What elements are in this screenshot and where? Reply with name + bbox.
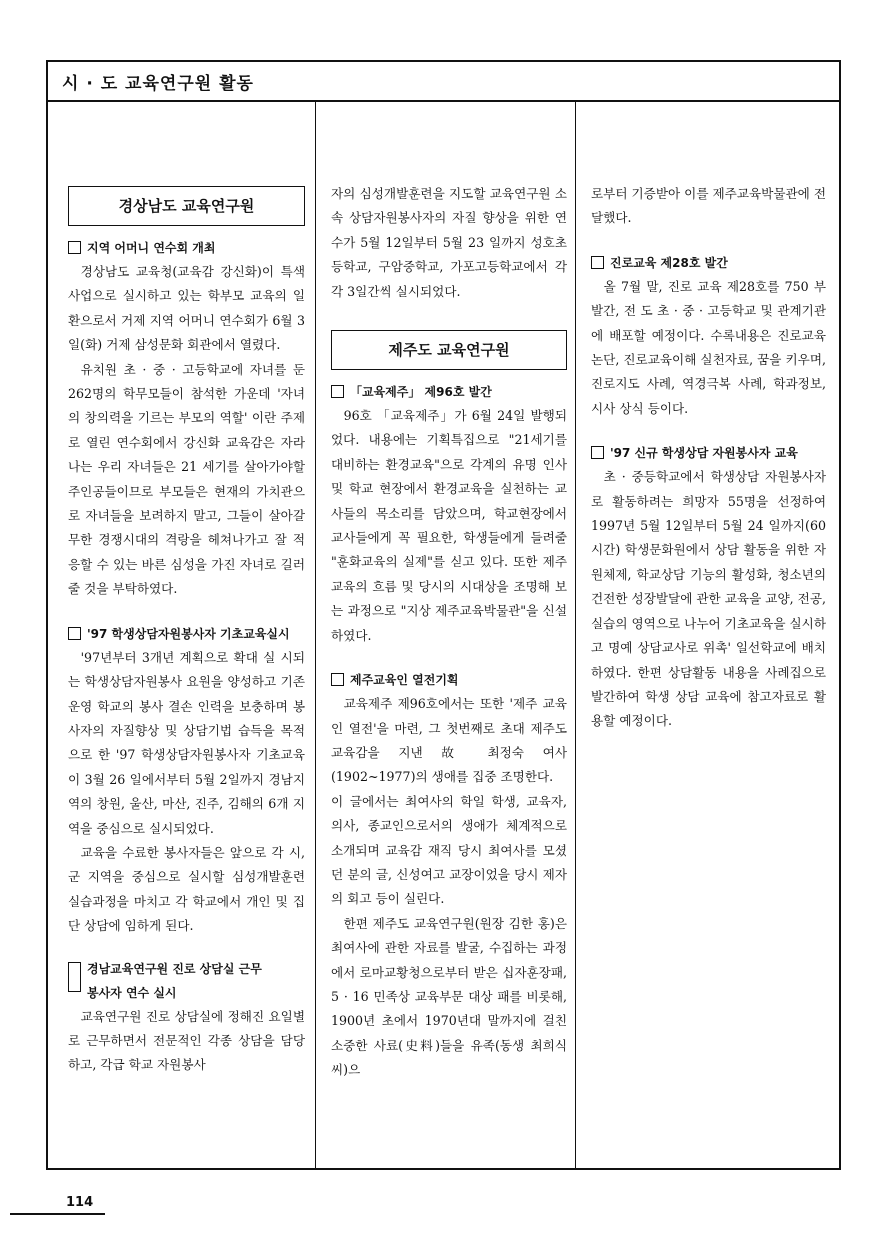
article-heading	[331, 380, 567, 404]
page-frame	[46, 60, 841, 1170]
article-heading-text: 지역 어머니 연수회 개최	[87, 241, 216, 255]
checkbox-icon	[591, 446, 604, 459]
article-paragraph: 초 · 중등학교에서 학생상담 자원봉사자로 활동하려는 희망자 55명을 선정하여 1997년 5월 12일부터 5월 24 일까지(60시간) 학생문화원에서 상담 활동을 위한 자원체제, 학교상담 기능의 활성화, 청소년의 건전한 성장발달에 관한 교육을 교양, 전공, 실습의 영역으로 나누어 기초교육을 실시하고 명예 상담교사로 위촉' 일선학교에 배치하였다. 한편 상담활동 내용을 사례집으로 발간하여 학생 상담 교육에 참고자료로 활용할 예정이다.	[591, 469, 826, 729]
page-number: 114	[66, 1195, 94, 1210]
article-heading	[591, 251, 826, 275]
article-heading-text: 진로교육 제28호 발간	[610, 255, 728, 270]
article-paragraph: 유치원 초 · 중 · 고등학교에 자녀를 둔 262명의 학무모들이 참석한 가운데 '자녀의 창의력을 기르는 부모의 역할' 이란 주제로 열린 연수회에서 강신화 교육감은 자라나는 우리 자녀들은 21 세기를 살아가야할 주인공들이므로 부모들은 현재의 가치관으로 자녀들을 보려하지 말고, 그들이 살아갈 무한 경쟁시대의 격랑을 헤쳐나가고 잘 적 응할 수 있는 바른 심성을 가진 자녀로 길러줄 것을 부탁하였다.	[68, 361, 305, 597]
article-paragraph: '97년부터 3개년 계획으로 확대 실 시되는 학생상담자원봉사 요원을 양성하고 기존 운영 학교의 봉사 결손 인력을 보충하며 봉사자의 자질향상 및 상담기법 습득을 목적으로 한 '97 학생상담자원봉사자 기초교육이 3월 26 일에서부터 5월 2일까지 경남지역의 창원, 울산, 마산, 진주, 김해의 6개 지역을 중심으로 실시되었다.	[68, 649, 305, 836]
article-heading-text: '97 신규 학생상담 자원봉사자 교육	[610, 446, 798, 461]
checkbox-icon	[331, 673, 344, 686]
institution-title: 제주도 교육연구원	[331, 330, 567, 370]
checkbox-icon	[591, 256, 604, 269]
article-paragraph: 교육연구원 진로 상담실에 정해진 요일별로 근무하면서 전문적인 각종 상담을 담당하고, 각급 학교 자원봉사	[68, 1008, 305, 1073]
checkbox-icon	[68, 627, 81, 640]
column-3	[591, 102, 826, 734]
column-divider	[315, 102, 316, 1168]
article-heading	[68, 622, 305, 646]
checkbox-icon	[331, 385, 344, 398]
article-paragraph: 경상남도 교육청(교육감 강신화)이 특색사업으로 실시하고 있는 학부모 교육의 일환으로서 거제 지역 어머니 연수회가 6월 3일(화) 거제 삼성문화 회관에서 열렸다.	[68, 264, 305, 353]
section-title: 시 · 도 교육연구원 활동	[62, 74, 254, 94]
section-header	[48, 62, 839, 102]
article-heading	[68, 236, 305, 260]
article-heading	[68, 957, 305, 1005]
article-paragraph: 로부터 기증받아 이를 제주교육박물관에 전달했다.	[591, 186, 826, 226]
column-1	[68, 102, 305, 1078]
article-paragraph: 한편 제주도 교육연구원(원장 김한 홍)은 최여사에 관한 자료를 발굴, 수집하는 과정에서 로마교황청으로부터 받은 십자훈장패, 5 · 16 민족상 교육부문 대상 패를 비롯해, 1900년 초에서 1970년대 말까지에 걸친 소중한 사료(史料)들을 유족(동생 최희식씨)으	[331, 915, 567, 1078]
article-heading	[591, 441, 826, 465]
article-heading-text	[87, 957, 262, 1005]
article-heading-text: '97 학생상담자원봉사자 기초교육실시	[87, 626, 290, 641]
checkbox-icon	[68, 241, 81, 254]
article-heading-text: 「교육제주」 제96호 발간	[350, 385, 492, 400]
article-paragraph: 올 7월 말, 진로 교육 제28호를 750 부 발간, 전 도 초 · 중 · 고등학교 및 관계기관에 배포할 예정이다. 수록내용은 진로교육논단, 진로교육이해 실천자료, 꿈을 키우며, 진로지도 사례, 역경극복 사례, 학과정보, 시사 상식 등이다.	[591, 278, 826, 416]
article-heading	[331, 668, 567, 692]
checkbox-icon	[68, 962, 81, 992]
article-heading-line: 봉사자 연수 실시	[87, 985, 177, 1000]
article-heading-text: 제주교육인 열전기획	[350, 673, 459, 688]
article-paragraph: 교육을 수료한 봉사자들은 앞으로 각 시, 군 지역을 중심으로 실시할 심성개발훈련 실습과정을 마치고 각 학교에서 개인 및 집단 상담에 임하게 된다.	[68, 844, 305, 934]
article-paragraph: 자의 심성개발훈련을 지도할 교육연구원 소속 상담자원봉사자의 자질 향상을 위한 연수가 5월 12일부터 5월 23 일까지 성호초등학교, 구암중학교, 가포고등학교에서 각각 3일간씩 실시되었다.	[331, 186, 567, 299]
column-2	[331, 102, 567, 1083]
article-paragraph: 교육제주 제96호에서는 또한 '제주 교육인 열전'을 마련, 그 첫번째로 초대 제주도 교육감을 지낸 故 최정숙 여사(1902~1977)의 생애를 집중 조명한다.	[331, 696, 567, 785]
article-paragraph: 96호 「교육제주」가 6월 24일 발행되었다. 내용에는 기획특집으로 "21세기를 대비하는 환경교육"으로 각계의 유명 인사 및 학교 현장에서 환경교육을 실천하는 교사들의 목소리를 담았으며, 학교현장에서 교사들에게 꼭 필요한, 학생들에게 들려줄 "훈화교육의 실제"를 싣고 있다. 또한 제주교육의 흐름 및 당시의 시대상을 조명해 보는 과정으로 "지상 제주교육박물관"을 신설하였다.	[331, 408, 567, 643]
article-heading-line: 경남교육연구원 진로 상담실 근무	[87, 961, 262, 976]
column-divider	[575, 102, 576, 1168]
institution-title: 경상남도 교육연구원	[68, 186, 305, 226]
article-paragraph: 이 글에서는 최여사의 학일 학생, 교육자, 의사, 종교인으로서의 생애가 체계적으로 소개되며 교육감 재직 당시 최여사를 모셨던 분의 글, 신성여고 교장이었을 당시 제자의 회고 등이 실린다.	[331, 793, 567, 907]
page-number-rule	[10, 1213, 105, 1215]
